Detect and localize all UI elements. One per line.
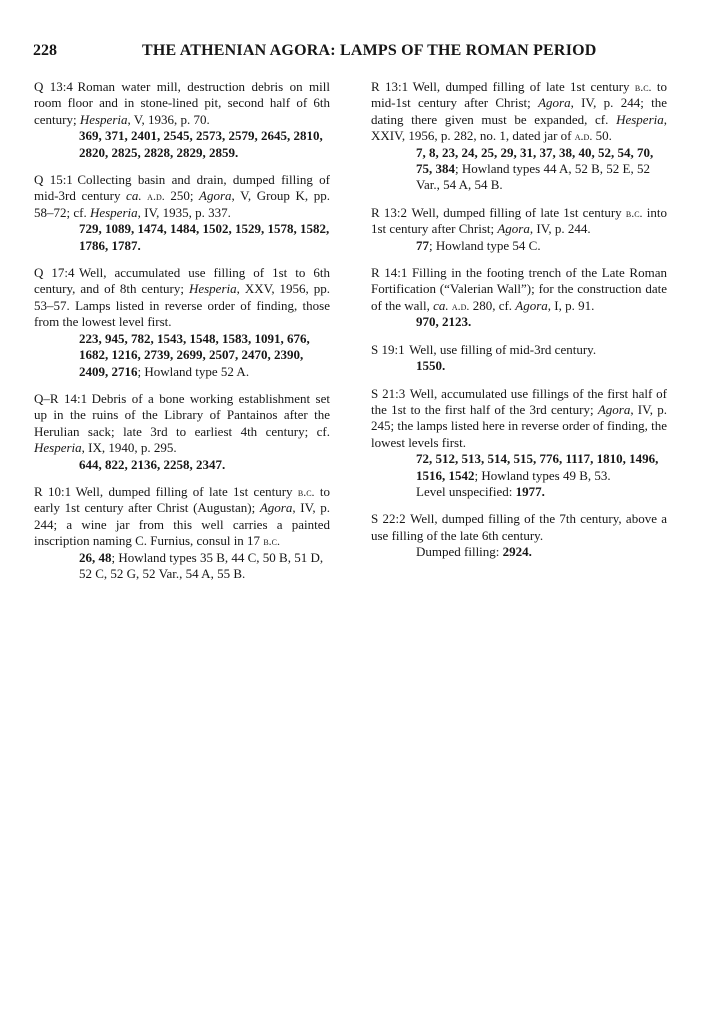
deposit-entry: [34, 484, 330, 582]
italic-text: Agora: [515, 297, 548, 313]
small-caps-text: b.c.: [263, 534, 280, 549]
italic-text: Agora: [597, 401, 631, 417]
lamp-list-extra: [416, 484, 667, 500]
italic-text: Agora: [538, 95, 571, 111]
deposit-reference: Q–R 14:1: [34, 390, 88, 406]
deposit-reference: R 14:1: [371, 265, 408, 281]
italic-text: Hesperia: [79, 111, 128, 127]
lamp-list: [416, 358, 667, 374]
lamp-catalogue-numbers: 26, 48: [79, 549, 112, 565]
lamp-catalogue-numbers: 729, 1089, 1474, 1484, 1502, 1529, 1578, 1582, 1786, 1787.: [79, 221, 330, 253]
text-run: Level unspecified:: [416, 483, 516, 499]
deposit-description: [34, 172, 330, 221]
text-run: 250;: [164, 188, 200, 204]
lamp-list: [79, 457, 330, 473]
text-run: to mid-1st century after Christ;: [371, 79, 667, 111]
deposit-reference: R 13:2: [371, 204, 407, 220]
lamp-catalogue-numbers: 2924.: [502, 544, 532, 560]
text-run: Well, accumulated use filling of 1st to 6th century, and of 8th century;: [34, 265, 330, 297]
lamp-list: [416, 314, 667, 330]
italic-text: Agora: [259, 500, 293, 516]
lamp-catalogue-numbers: 369, 371, 2401, 2545, 2573, 2579, 2645, 2810, 2820, 2825, 2828, 2829, 2859.: [79, 128, 323, 160]
text-run: , IV, p. 245; the lamps listed here in reverse order of finding, the lowest levels first.: [371, 401, 667, 450]
text-run: Well, dumped filling of late 1st century: [412, 79, 635, 94]
text-run: into 1st century after Christ;: [371, 204, 667, 237]
deposit-entry: [34, 79, 330, 161]
text-run: , V, Group K, pp. 58–72; cf.: [34, 188, 330, 220]
lamp-catalogue-numbers: 644, 822, 2136, 2258, 2347.: [79, 456, 226, 472]
deposit-reference: Q 15:1: [34, 172, 73, 188]
lamp-list: [79, 221, 330, 254]
lamp-catalogue-numbers: 77: [416, 237, 429, 253]
lamp-catalogue-numbers: 223, 945, 782, 1543, 1548, 1583, 1091, 676, 1682, 1216, 2739, 2699, 2507, 2470, 2390, 2409, 2716: [79, 330, 310, 379]
text-run: Roman water mill, destruction debris on mill room floor and in stone-lined pit, second half of 6th century;: [34, 79, 330, 127]
text-run: ; Howland type 52 A.: [137, 363, 250, 379]
text-run: ; Howland type 54 C.: [429, 237, 541, 253]
italic-text: Hesperia: [34, 440, 82, 456]
lamp-list: [79, 331, 330, 380]
lamp-list: [416, 238, 667, 254]
text-run: Debris of a bone working establishment set up in the ruins of the Library of Pantainos after the Herulian sack; late 3rd to earliest 4th century; cf.: [34, 390, 330, 439]
deposit-description: [371, 205, 667, 238]
text-run: 50.: [592, 128, 612, 144]
text-run: , IV, 1935, p. 337.: [137, 204, 231, 220]
deposit-reference: S 21:3: [371, 385, 406, 401]
text-run: Well, dumped filling of late 1st century: [411, 204, 626, 220]
text-run: Filling in the footing trench of the Late Roman Fortification (“Valerian Wall”); for the construction date of the wall,: [371, 265, 667, 313]
text-run: , V, 1936, p. 70.: [127, 111, 210, 127]
text-run: ; Howland types 35 B, 44 C, 50 B, 51 D, 52 C, 52 G, 52 Var., 54 A, 55 B.: [79, 549, 324, 581]
italic-text: ca.: [126, 188, 142, 204]
text-run: ; Howland types 49 B, 53.: [474, 467, 611, 483]
lamp-list: [79, 128, 330, 161]
small-caps-text: a.d.: [147, 189, 165, 204]
italic-text: Hesperia: [89, 204, 138, 220]
deposit-description: [34, 79, 330, 128]
text-run: Well, dumped filling of the 7th century, above a use filling of the late 6th century.: [371, 511, 668, 543]
italic-text: Hesperia: [188, 281, 237, 297]
italic-text: Agora: [497, 221, 530, 237]
deposit-reference: S 22:2: [371, 511, 406, 527]
text-run: Dumped filling:: [416, 544, 503, 560]
deposit-description: [34, 391, 330, 457]
lamp-list: [416, 451, 667, 484]
text-run: , XXV, 1956, pp. 53–57. Lamps listed in reverse order of finding, those from the lowest level first.: [34, 281, 330, 330]
lamp-list: [79, 550, 330, 583]
lamp-catalogue-numbers: 1550.: [416, 358, 446, 374]
text-run: , XXIV, 1956, p. 282, no. 1, dated jar of: [371, 111, 667, 144]
text-run: Well, dumped filling of late 1st century: [75, 483, 298, 499]
deposit-entry: [371, 386, 667, 501]
lamp-catalogue-numbers: 72, 512, 513, 514, 515, 776, 1117, 1810, 1496, 1516, 1542: [416, 451, 659, 483]
lamp-list: [416, 544, 667, 560]
text-run: to early 1st century after Christ (Augustan);: [34, 483, 330, 516]
deposit-reference: Q 17:4: [34, 265, 75, 281]
text-run: ; Howland types 44 A, 52 B, 52 E, 52 Var., 54 A, 54 B.: [416, 161, 650, 193]
small-caps-text: a.d.: [574, 129, 593, 144]
small-caps-text: a.d.: [451, 298, 470, 313]
text-run: , I, p. 91.: [547, 297, 595, 313]
deposit-description: [371, 342, 667, 358]
lamp-catalogue-numbers: 1977.: [515, 483, 545, 499]
italic-text: ca.: [433, 297, 449, 313]
deposit-entry: [34, 265, 330, 380]
deposit-entry: [371, 205, 667, 254]
deposit-reference: R 13:1: [371, 79, 409, 94]
deposit-entry: [34, 172, 330, 254]
deposit-description: [34, 265, 330, 331]
deposit-entry: [371, 342, 667, 375]
small-caps-text: b.c.: [297, 484, 315, 499]
italic-text: Agora: [199, 188, 232, 204]
text-run: , IX, 1940, p. 295.: [81, 440, 177, 456]
small-caps-text: b.c.: [625, 205, 643, 220]
text-run: 280, cf.: [469, 297, 516, 313]
text-run: , IV, p. 244.: [529, 221, 591, 237]
right-column: [371, 79, 667, 561]
italic-text: Hesperia: [616, 111, 664, 127]
deposit-reference: S 19:1: [371, 341, 405, 357]
deposit-reference: R 10:1: [34, 483, 72, 499]
text-run: Well, use filling of mid-3rd century.: [409, 341, 597, 357]
page-number: 228: [33, 42, 57, 59]
deposit-description: [34, 484, 330, 550]
text-run: , IV, p. 244; a wine jar from this well carries a painted inscription naming C. Furnius, consul in 17: [34, 500, 330, 549]
deposit-entry: [371, 265, 667, 331]
deposit-description: [371, 79, 667, 145]
deposit-entry: [371, 511, 667, 560]
deposit-description: [371, 265, 667, 314]
text-run: Well, accumulated use fillings of the first half of the 1st to the first half of the 3rd century;: [371, 385, 668, 417]
deposit-reference: Q 13:4: [34, 79, 73, 94]
left-column: [34, 79, 330, 582]
text-run: Collecting basin and drain, dumped filling of mid-3rd century: [34, 172, 330, 204]
running-head: THE ATHENIAN AGORA: LAMPS OF THE ROMAN PERIOD: [142, 42, 597, 59]
text-run: , IV, p. 244; the dating there given must be expanded, cf.: [371, 95, 667, 127]
small-caps-text: b.c.: [634, 80, 652, 94]
lamp-list: [416, 145, 667, 194]
deposit-entry: [371, 79, 667, 194]
deposit-entry: [34, 391, 330, 473]
lamp-catalogue-numbers: 970, 2123.: [416, 314, 472, 330]
lamp-catalogue-numbers: 7, 8, 23, 24, 25, 29, 31, 37, 38, 40, 52, 54, 70, 75, 384: [416, 144, 654, 177]
deposit-description: [371, 386, 667, 452]
deposit-description: [371, 511, 667, 544]
